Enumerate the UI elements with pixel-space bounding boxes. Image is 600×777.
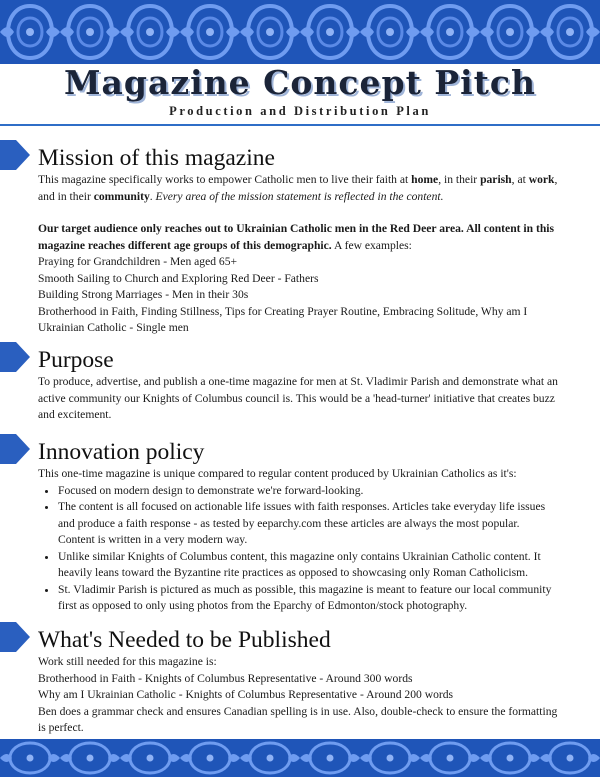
page-title: Magazine Concept Pitch [64, 63, 536, 102]
list-item: • The content is all focused on actionable life issues with faith responses. Articles take everyday life issues and produce a faith response - as tested by eeparchy.com these articles are always the most popular. Content is written in a very modern way. [58, 499, 558, 549]
bottom-banner [0, 739, 600, 777]
ornament-pattern-icon [0, 739, 600, 777]
purpose-text: To produce, advertise, and publish a one-time magazine for men at St. Vladimir Parish and demonstrate what an active community our Knights of Columbus council is. This would be a 'head-turner' initiative that creates buzz and excitement. [38, 375, 558, 421]
innovation-section [38, 438, 558, 615]
needed-heading: What's Needed to be Published [38, 627, 331, 653]
innovation-intro: This one-time magazine is unique compared to regular content produced by Ukrainian Catholics as it's: [38, 467, 517, 480]
needed-line: Ben does a grammar check and ensures Canadian spelling is in use. Also, double-check to ensure the formatting is perfect. [38, 704, 558, 734]
example-item: Praying for Grandchildren - Men aged 65+ [38, 255, 238, 268]
list-item: • Focused on modern design to demonstrate we're forward-looking. [58, 483, 558, 500]
innovation-list [38, 483, 558, 615]
purpose-heading: Purpose [38, 347, 114, 373]
ornament-pattern-icon [0, 0, 600, 64]
mission-section [38, 144, 558, 337]
list-item: • Unlike similar Knights of Columbus content, this magazine only contains Ukrainian Catholic content. It heavily leans toward the Byzantine rite practices as opposed to showcasing only Roman Catholicism. [58, 549, 558, 582]
innovation-heading: Innovation policy [38, 439, 205, 465]
mission-paragraph: This magazine specifically works to empower Catholic men to live their faith at home, in their parish, at work, and in their community. Every area of the mission statement is reflected in the content. [38, 173, 558, 203]
chevron-right-icon [0, 140, 30, 170]
top-banner [0, 0, 600, 64]
list-item: • St. Vladimir Parish is pictured as much as possible, this magazine is meant to feature our local community first as opposed to only using photos from the Eparchy of Edmonton/stock photography. [58, 582, 558, 615]
chevron-right-icon [0, 622, 30, 652]
example-item: Smooth Sailing to Church and Exploring Red Deer - Fathers [38, 271, 319, 285]
chevron-right-icon [0, 342, 30, 372]
example-item: Building Strong Marriages - Men in their 30s [38, 288, 249, 301]
example-item: Brotherhood in Faith, Finding Stillness, Tips for Creating Prayer Routine, Embracing Solitude, Why am I Ukrainian Catholic - Single men [38, 304, 528, 334]
page-subtitle: Production and Distribution Plan [169, 104, 431, 118]
needed-section [38, 626, 558, 737]
header-divider [0, 124, 600, 126]
audience-paragraph: Our target audience only reaches out to Ukrainian Catholic men in the Red Deer area. All content in this magazine reaches different age groups of this demographic. A few examples: [38, 222, 555, 252]
chevron-right-icon [0, 434, 30, 464]
needed-line: Brotherhood in Faith - Knights of Columbus Representative - Around 300 words [38, 671, 413, 685]
purpose-section [38, 346, 558, 424]
needed-line: Why am I Ukrainian Catholic - Knights of Columbus Representative - Around 200 words [38, 688, 454, 701]
needed-line: Work still needed for this magazine is: [38, 655, 217, 668]
mission-heading: Mission of this magazine [38, 145, 275, 171]
